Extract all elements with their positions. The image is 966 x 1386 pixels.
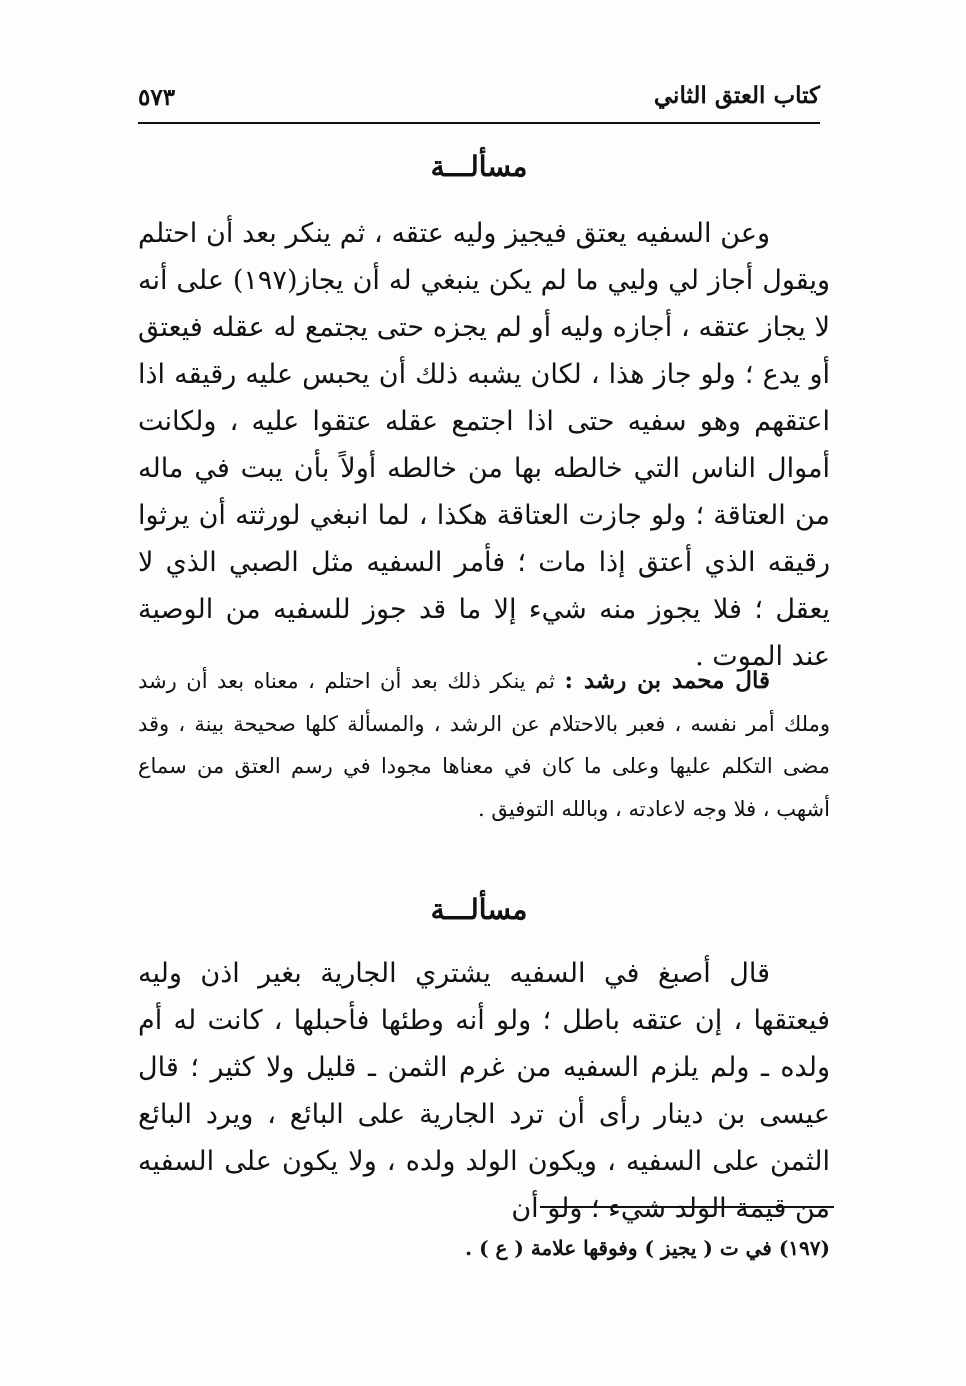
section-1-text bbox=[138, 210, 830, 680]
commentary-text: ثم ينكر ذلك بعد أن احتلم ، معناه بعد أن رشد وملك أمر نفسه ، فعبر بالاحتلام عن الرشد ، والمسألة كلها صحيحة بينة ، وقد مضى التكلم عليها وعلى ما كان في معناها مجودا في رسم العتق من سماع أشهب ، فلا وجه لاعادته ، وبالله التوفيق . bbox=[138, 669, 830, 821]
section-title-2: مسألـــة bbox=[430, 893, 528, 926]
section-2-paragraph: قال أصبغ في السفيه يشتري الجارية بغير اذن وليه فيعتقها ، إن عتقه باطل ؛ ولو أنه وطئها فأحبلها ، كانت له أم ولده ـ ولم يلزم السفيه من غرم الثمن ـ قليل ولا كثير ؛ قال عيسى بن دينار رأى أن ترد الجارية على البائع ، ويرد البائع الثمن على السفيه ، ويكون الولد ولده ، ولا يكون على السفيه من قيمة الولد شيء ؛ ولو أن bbox=[138, 958, 830, 1224]
section-2-text bbox=[138, 950, 830, 1232]
footnote: (١٩٧) في ت ( يجيز ) وفوقها علامة ( ع ) . bbox=[465, 1236, 830, 1260]
page-number: ٥٧٣ bbox=[138, 84, 176, 111]
page-header bbox=[138, 82, 820, 124]
section-title-1: مسألـــة bbox=[430, 150, 528, 183]
running-title: كتاب العتق الثاني bbox=[653, 82, 820, 109]
commentary-block bbox=[138, 660, 830, 830]
commentary-label: قال محمد بن رشد : bbox=[564, 667, 770, 694]
section-1-paragraph: وعن السفيه يعتق فيجيز وليه عتقه ، ثم ينكر بعد أن احتلم ويقول أجاز لي وليي ما لم يكن ينبغي له أن يجاز(١٩٧) على أنه لا يجاز عتقه ، أجازه وليه أو لم يجزه حتى يجتمع له عقله فيعتق أو يدع ؛ ولو جاز هذا ، لكان يشبه ذلك أن يحبس عليه رقيقه اذا اعتقهم وهو سفيه حتى اذا اجتمع عقله عتقوا عليه ، ولكانت أموال الناس التي خالطه بها من خالطه أولاً بأن يبت في ماله من العتاقة ؛ ولو جازت العتاقة هكذا ، لما انبغي لورثته أن يرثوا رقيقه الذي أعتق إذا مات ؛ فأمر السفيه مثل الصبي الذي لا يعقل ؛ فلا يجوز منه شيء إلا ما قد جوز للسفيه من الوصية عند الموت . bbox=[138, 218, 830, 672]
footnote-divider bbox=[540, 1206, 834, 1208]
